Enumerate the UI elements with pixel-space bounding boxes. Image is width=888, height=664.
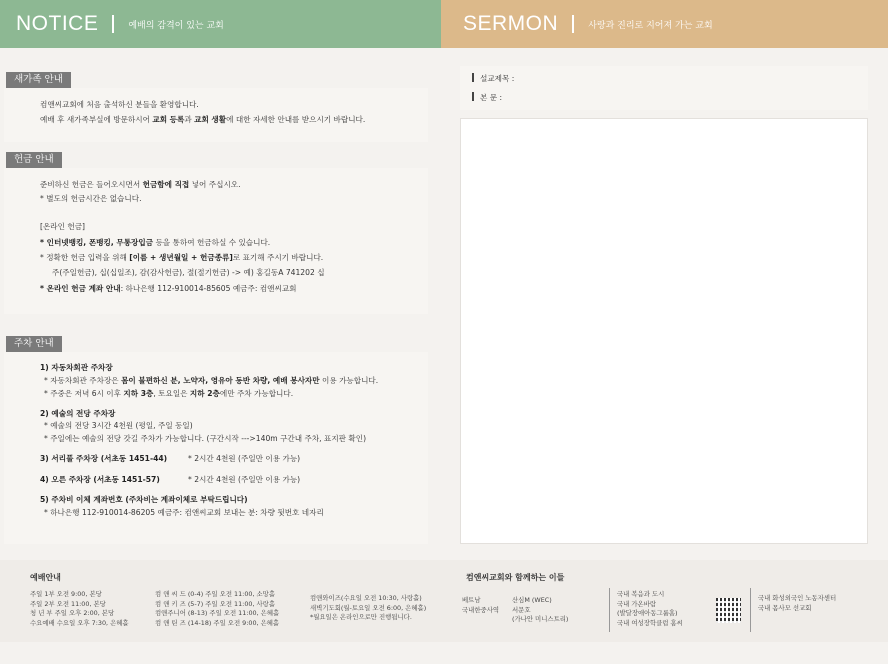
footer-panel (0, 560, 888, 642)
partners-col-c: 국내 복음과 도시 국내 가온바람 (발달장애아동그룹홈) 국내 여성장학클럽 홈씨 (617, 590, 683, 627)
worship-col3: 컴앤와이즈(수요일 오전 10:30, 사랑홀) 새벽기도회(월-토요일 오전 6:00, 은혜홀) *월요일은 온라인으로만 진행됩니다. (310, 594, 427, 621)
newcomer-section-title: 새가족 안내 (6, 72, 71, 88)
notice-subtitle: 예배의 감격이 있는 교회 (128, 20, 224, 31)
parking-1-line1: * 자동차회관 주차장은 몸이 불편하신 분, 노약자, 영유아 동반 차량, 예배 봉사자만 이용 가능합니다. (44, 376, 379, 385)
partners-col-b: 산심M (WEC) 서문호 (가나안 미니스트리) (512, 596, 569, 623)
notice-title: NOTICE (16, 12, 99, 35)
offering-example: 주(주일헌금), 십(십일조), 감(감사헌금), 절(절기헌금) -> 예) 홍길동A 741202 십 (52, 268, 325, 277)
header-divider (112, 15, 114, 33)
offering-line2: * 별도의 헌금시간은 없습니다. (40, 194, 142, 203)
parking-2-line1: * 예술의 전당 3시간 4천원 (평일, 주일 동일) (44, 421, 193, 430)
parking-1-line2: * 주중은 저녁 6시 이후 지하 3층, 토요일은 지하 2층에만 주차 가능합니다. (44, 389, 294, 398)
sermon-title-label: 설교제목 : (472, 72, 514, 86)
qr-code-icon[interactable] (716, 598, 741, 623)
parking-5-head: 5) 주차비 이체 계좌번호 (주차비는 계좌이체로 부탁드립니다) (40, 495, 248, 504)
offering-section-title: 헌금 안내 (6, 152, 62, 168)
newcomer-line2: 예배 후 새가족부실에 방문하시어 교회 등록과 교회 생활에 대한 자세한 안내를 받으시기 바랍니다. (40, 115, 366, 124)
offering-account: * 온라인 헌금 계좌 안내: 하나은행 112-910014-85605 예금주: 컴앤씨교회 (40, 284, 297, 293)
worship-col1: 주일 1부 오전 9:00, 본당 주일 2부 오전 11:00, 본당 청 년 부 주일 오후 2:00, 본당 수요예배 수요일 오후 7:30, 은혜홀 (30, 590, 129, 627)
worship-col2: 컴 앤 씨 드 (0-4) 주일 오전 11:00, 소망홀 컴 앤 키 즈 (5-7) 주일 오전 11:00, 사랑홀 컴앤주니어 (8-13) 주일 오전 11:00, 은혜홀 컴 앤 틴 즈 (14-18) 주일 오전 9:00, 은혜홀 (155, 590, 280, 627)
offering-line1: 준비하신 헌금은 들어오시면서 헌금함에 직접 넣어 주십시오. (40, 180, 241, 189)
offering-online-label: [온라인 헌금] (40, 222, 86, 231)
sermon-subtitle: 사랑과 진리로 지어져 가는 교회 (588, 20, 713, 31)
parking-3-note: * 2시간 4천원 (주일만 이용 가능) (188, 454, 301, 463)
header-divider (572, 15, 574, 33)
sermon-notes-box (460, 118, 868, 544)
bar-icon (472, 73, 474, 82)
sermon-info-panel (460, 66, 868, 110)
parking-3-head: 3) 서리풀 주차장 (서초동 1451-44) (40, 454, 168, 463)
sermon-body-label: 본 문 : (472, 91, 502, 105)
partners-title: 컴앤씨교회와 함께하는 이들 (466, 573, 565, 582)
parking-5-line1: * 하나은행 112-910014-86205 예금주: 컴앤씨교회 보내는 분: 차량 뒷번호 네자리 (44, 508, 324, 517)
parking-4-head: 4) 오른 주차장 (서초동 1451-57) (40, 475, 160, 484)
parking-4-note: * 2시간 4천원 (주일만 이용 가능) (188, 475, 301, 484)
offering-line4: * 인터넷뱅킹, 폰뱅킹, 무통장입금 등을 통하여 헌금하실 수 있습니다. (40, 238, 271, 247)
parking-1-head: 1) 자동차회관 주차장 (40, 363, 113, 372)
parking-2-head: 2) 예술의 전당 주차장 (40, 409, 116, 418)
parking-section-title: 주차 안내 (6, 336, 62, 352)
sermon-title: SERMON (463, 12, 559, 35)
bar-icon (472, 92, 474, 101)
sermon-header (441, 0, 888, 48)
offering-line5: * 정확한 헌금 입력을 위해 [이름 + 생년월일 + 헌금종류]로 표기해 주시기 바랍니다. (40, 253, 324, 262)
partners-divider (750, 588, 751, 632)
partners-divider (609, 588, 610, 632)
partners-col-a: 베트남 국내한중사역 (462, 596, 500, 614)
notice-header (0, 0, 441, 48)
parking-2-line2: * 주일에는 예술의 전당 갓길 주차가 가능합니다. (구간시작 --->140m 구간내 주차, 표지판 확인) (44, 434, 367, 443)
partners-col-d: 국내 화성외국인 노동자센터 국내 몸사모 선교회 (758, 594, 837, 612)
worship-title: 예배안내 (30, 573, 61, 582)
newcomer-line1: 컴앤씨교회에 처음 출석하신 분들을 환영합니다. (40, 100, 199, 109)
